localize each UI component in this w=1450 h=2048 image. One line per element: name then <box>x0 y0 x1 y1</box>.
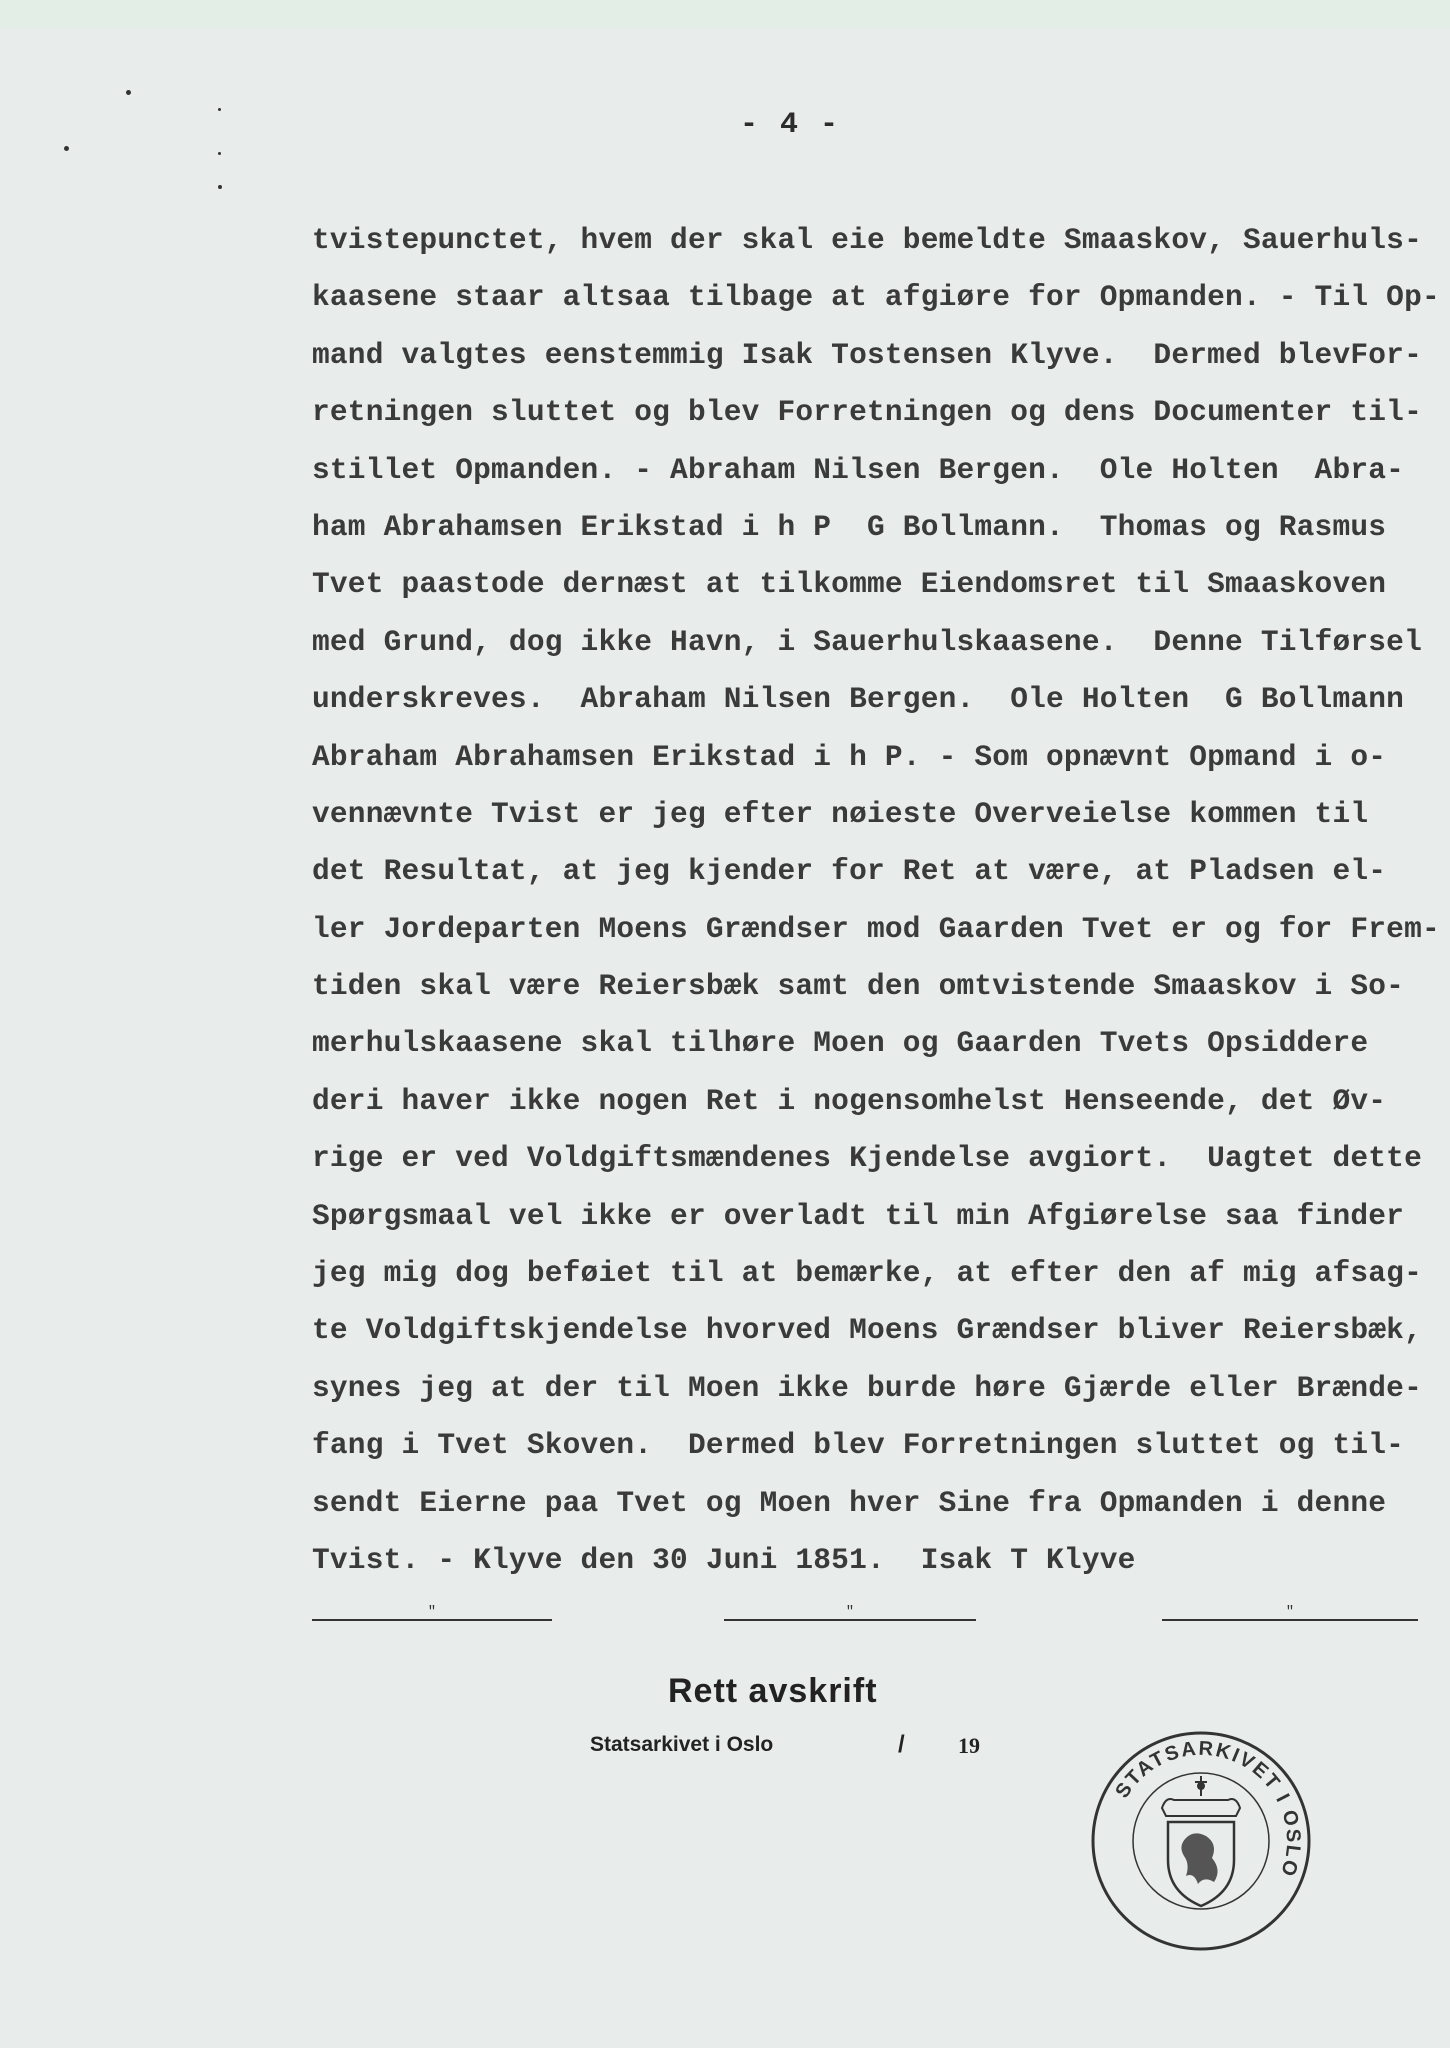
document-line: fang i Tvet Skoven. Dermed blev Forretningen sluttet og til- <box>312 1428 1405 1463</box>
margin-dot <box>126 90 131 95</box>
seal-ring-text: STATSARKIVET I OSLO <box>1111 1737 1305 1881</box>
document-line: tvistepunctet, hvem der skal eie bemeldte Smaaskov, Sauerhuls- <box>312 223 1422 257</box>
stamp-year: 19 <box>958 1733 980 1758</box>
page-number: - 4 - <box>740 108 841 142</box>
document-line: ler Jordeparten Moens Grændser mod Gaarden Tvet er og for Frem- <box>312 911 1440 946</box>
document-line: Tvet paastode dernæst at tilkomme Eiendomsret til Smaaskoven <box>312 567 1387 602</box>
stamp-slash: / <box>898 1731 905 1758</box>
signature-line: " <box>724 1597 976 1621</box>
document-line: tiden skal være Reiersbæk samt den omtvistende Smaaskov i So- <box>312 969 1405 1004</box>
document-line: Abraham Abrahamsen Erikstad i h P. - Som opnævnt Opmand i o- <box>312 739 1387 774</box>
document-line: synes jeg at der til Moen ikke burde høre Gjærde eller Brænde- <box>312 1370 1422 1405</box>
scan-top-strip <box>0 0 1450 28</box>
document-line: kaasene staar altsaa tilbage at afgiøre for Opmanden. - Til Op- <box>312 280 1440 315</box>
document-line: merhulskaasene skal tilhøre Moen og Gaarden Tvets Opsiddere <box>312 1026 1369 1061</box>
certification-stamp: Rett avskrift <box>668 1672 878 1710</box>
document-line: retningen sluttet og blev Forretningen og dens Documenter til- <box>312 395 1422 430</box>
document-line: sendt Eierne paa Tvet og Moen hver Sine fra Opmanden i denne <box>312 1485 1387 1520</box>
document-line: te Voldgiftskjendelse hvorved Moens Grændser bliver Reiersbæk, <box>312 1313 1422 1348</box>
signature-line: " <box>312 1597 552 1621</box>
margin-dot <box>64 146 69 151</box>
document-line: underskreves. Abraham Nilsen Bergen. Ole Holten G Bollmann <box>312 682 1405 717</box>
signature-line: " <box>1162 1597 1418 1621</box>
margin-dot <box>218 185 222 189</box>
document-line: jeg mig dog beføiet til at bemærke, at efter den af mig afsag- <box>312 1256 1422 1291</box>
document-line: Tvist. - Klyve den 30 Juni 1851. Isak T Klyve <box>312 1542 1136 1577</box>
document-body <box>312 212 1440 1589</box>
margin-dot <box>218 108 221 111</box>
document-line: vennævnte Tvist er jeg efter nøieste Overveielse kommen til <box>312 796 1369 831</box>
document-line: Spørgsmaal vel ikke er overladt til min Afgiørelse saa finder <box>312 1198 1405 1233</box>
document-line: rige er ved Voldgiftsmændenes Kjendelse avgiort. Uagtet dette <box>312 1141 1422 1176</box>
document-line: ham Abrahamsen Erikstad i h P G Bollmann. Thomas og Rasmus <box>312 509 1387 544</box>
archive-seal-icon <box>1090 1730 1312 1952</box>
document-line: det Resultat, at jeg kjender for Ret at være, at Pladsen el- <box>312 854 1387 889</box>
document-line: med Grund, dog ikke Havn, i Sauerhulskaasene. Denne Tilførsel <box>312 624 1422 659</box>
margin-dot <box>218 152 221 155</box>
document-line: stillet Opmanden. - Abraham Nilsen Bergen. Ole Holten Abra- <box>312 452 1405 487</box>
document-line: mand valgtes eenstemmig Isak Tostensen Klyve. Dermed blevFor- <box>312 337 1422 372</box>
document-line: deri haver ikke nogen Ret i nogensomhelst Henseende, det Øv- <box>312 1083 1387 1118</box>
archive-stamp: Statsarkivet i Oslo <box>590 1733 774 1756</box>
